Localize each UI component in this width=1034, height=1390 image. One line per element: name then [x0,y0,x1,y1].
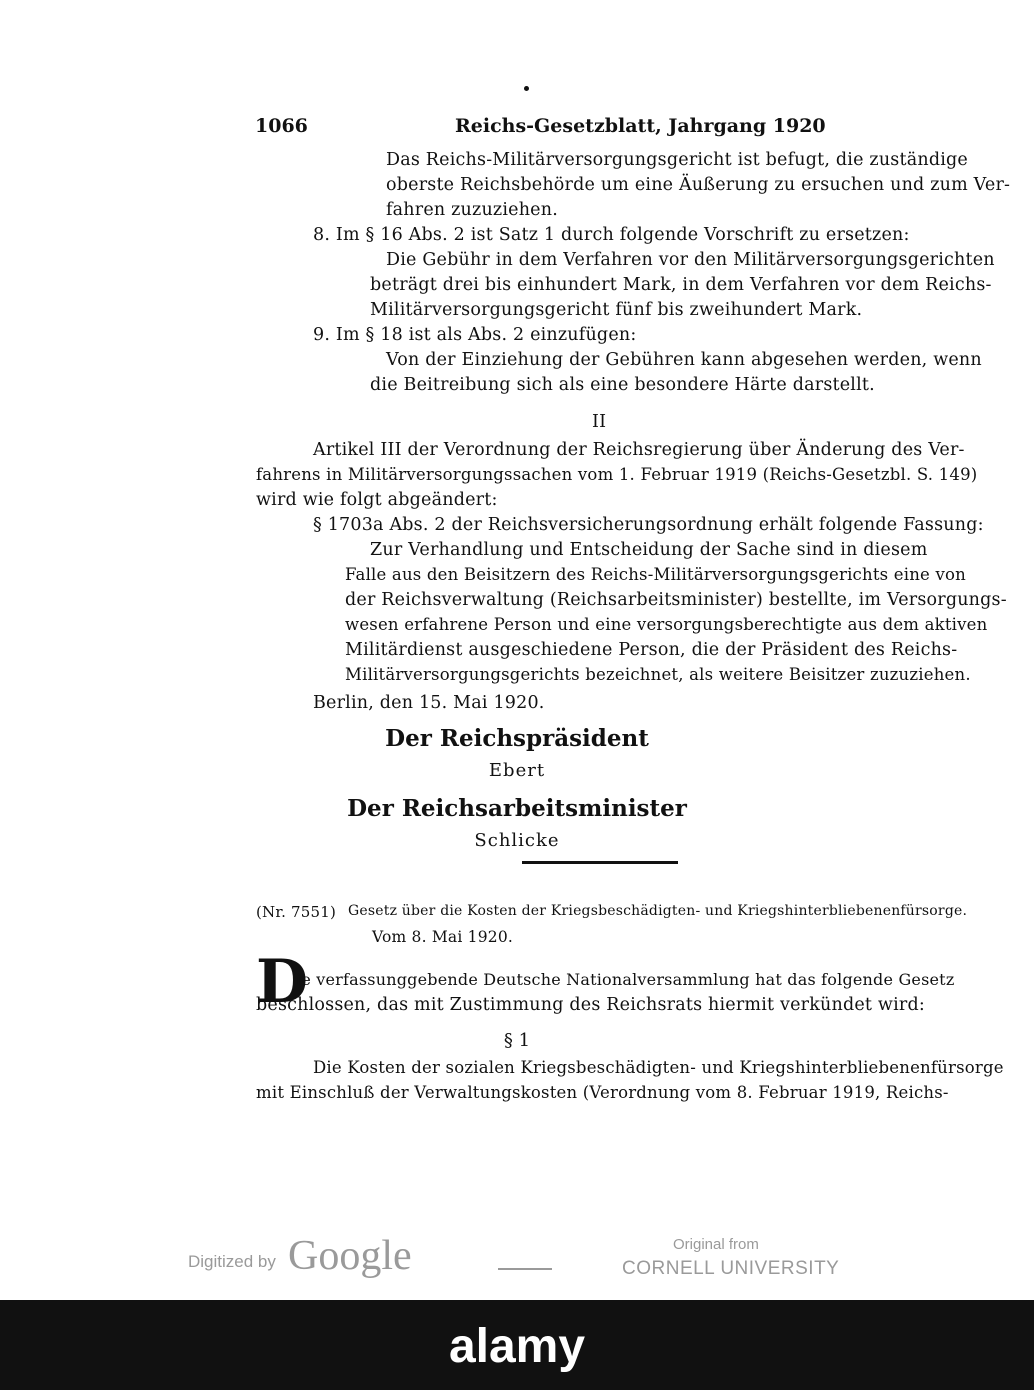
library-name: CORNELL UNIVERSITY [622,1258,840,1279]
body-line: wird wie folgt abgeändert: [256,490,498,510]
law-number: (Nr. 7551) [256,903,337,921]
digitized-by-label: Digitized by [188,1252,276,1271]
body-line: fahrens in Militärversorgungssachen vom 1. Februar 1919 (Reichs-Gesetzbl. S. 149) [256,465,978,484]
separator-rule [522,861,678,864]
body-line: Falle aus den Beisitzern des Reichs-Militärversorgungsgerichts eine von [345,565,966,584]
law-date: Vom 8. Mai 1920. [372,928,514,946]
body-line: mit Einschluß der Verwaltungskosten (Verordnung vom 8. Februar 1919, Reichs- [256,1083,949,1102]
section-heading: II [592,412,607,432]
body-line: Die Kosten der sozialen Kriegsbeschädigten- und Kriegshinterbliebenenfürsorge [313,1058,1004,1077]
body-line: Das Reichs-Militärversorgungsgericht ist befugt, die zuständige [386,150,968,170]
body-line: fahren zuzuziehen. [386,200,558,220]
signature-title: Der Reichspräsident [385,725,649,752]
intro-line: ie verfassunggebende Deutsche Nationalversammlung hat das folgende Gesetz [296,970,955,989]
running-title: Reichs-Gesetzblatt, Jahrgang 1920 [455,115,826,137]
page-header [255,115,955,141]
body-line: die Beitreibung sich als eine besondere Härte darstellt. [370,375,875,395]
body-line: Militärversorgungsgericht fünf bis zweihundert Mark. [370,300,863,320]
body-line: Militärdienst ausgeschiedene Person, die der Präsident des Reichs- [345,640,958,660]
watermark-dash [498,1268,552,1270]
body-line: beträgt drei bis einhundert Mark, in dem Verfahren vor dem Reichs- [370,275,992,295]
intro-line: beschlossen, das mit Zustimmung des Reichsrats hiermit verkündet wird: [256,995,925,1015]
ink-dot [524,86,529,91]
body-line: wesen erfahrene Person und eine versorgungsberechtigte aus dem aktiven [345,615,988,634]
paragraph-heading: § 1 [503,1030,531,1051]
body-line: Zur Verhandlung und Entscheidung der Sache sind in diesem [370,540,928,560]
body-line: oberste Reichsbehörde um eine Äußerung zu ersuchen und zum Ver- [386,175,1011,195]
signature-name: Ebert [488,760,546,781]
body-line: Die Gebühr in dem Verfahren vor den Militärversorgungsgerichten [386,250,995,270]
body-line: Militärversorgungsgerichts bezeichnet, als weitere Beisitzer zuzuziehen. [345,665,971,684]
google-logo: Google [288,1233,412,1279]
place-date: Berlin, den 15. Mai 1920. [313,693,545,713]
body-line: 9. Im § 18 ist als Abs. 2 einzufügen: [313,325,637,345]
original-from-label: Original from [673,1236,759,1253]
stock-footer-bar [0,1300,1034,1390]
signature-name: Schlicke [474,830,560,851]
page-number: 1066 [255,115,308,137]
signature-title: Der Reichsarbeitsminister [347,795,687,822]
svg-text:alamy: alamy [448,1320,586,1373]
alamy-logo [0,1300,1034,1390]
body-line: der Reichsverwaltung (Reichsarbeitsminister) bestellte, im Versorgungs- [345,590,1007,610]
body-line: § 1703a Abs. 2 der Reichsversicherungsordnung erhält folgende Fassung: [313,515,984,535]
body-line: Von der Einziehung der Gebühren kann abgesehen werden, wenn [386,350,982,370]
law-title: Gesetz über die Kosten der Kriegsbeschädigten- und Kriegshinterbliebenenfürsorge. [348,903,968,919]
body-line: 8. Im § 16 Abs. 2 ist Satz 1 durch folgende Vorschrift zu ersetzen: [313,225,910,245]
drop-cap: D [256,947,309,1017]
body-line: Artikel III der Verordnung der Reichsregierung über Änderung des Ver- [313,440,965,460]
